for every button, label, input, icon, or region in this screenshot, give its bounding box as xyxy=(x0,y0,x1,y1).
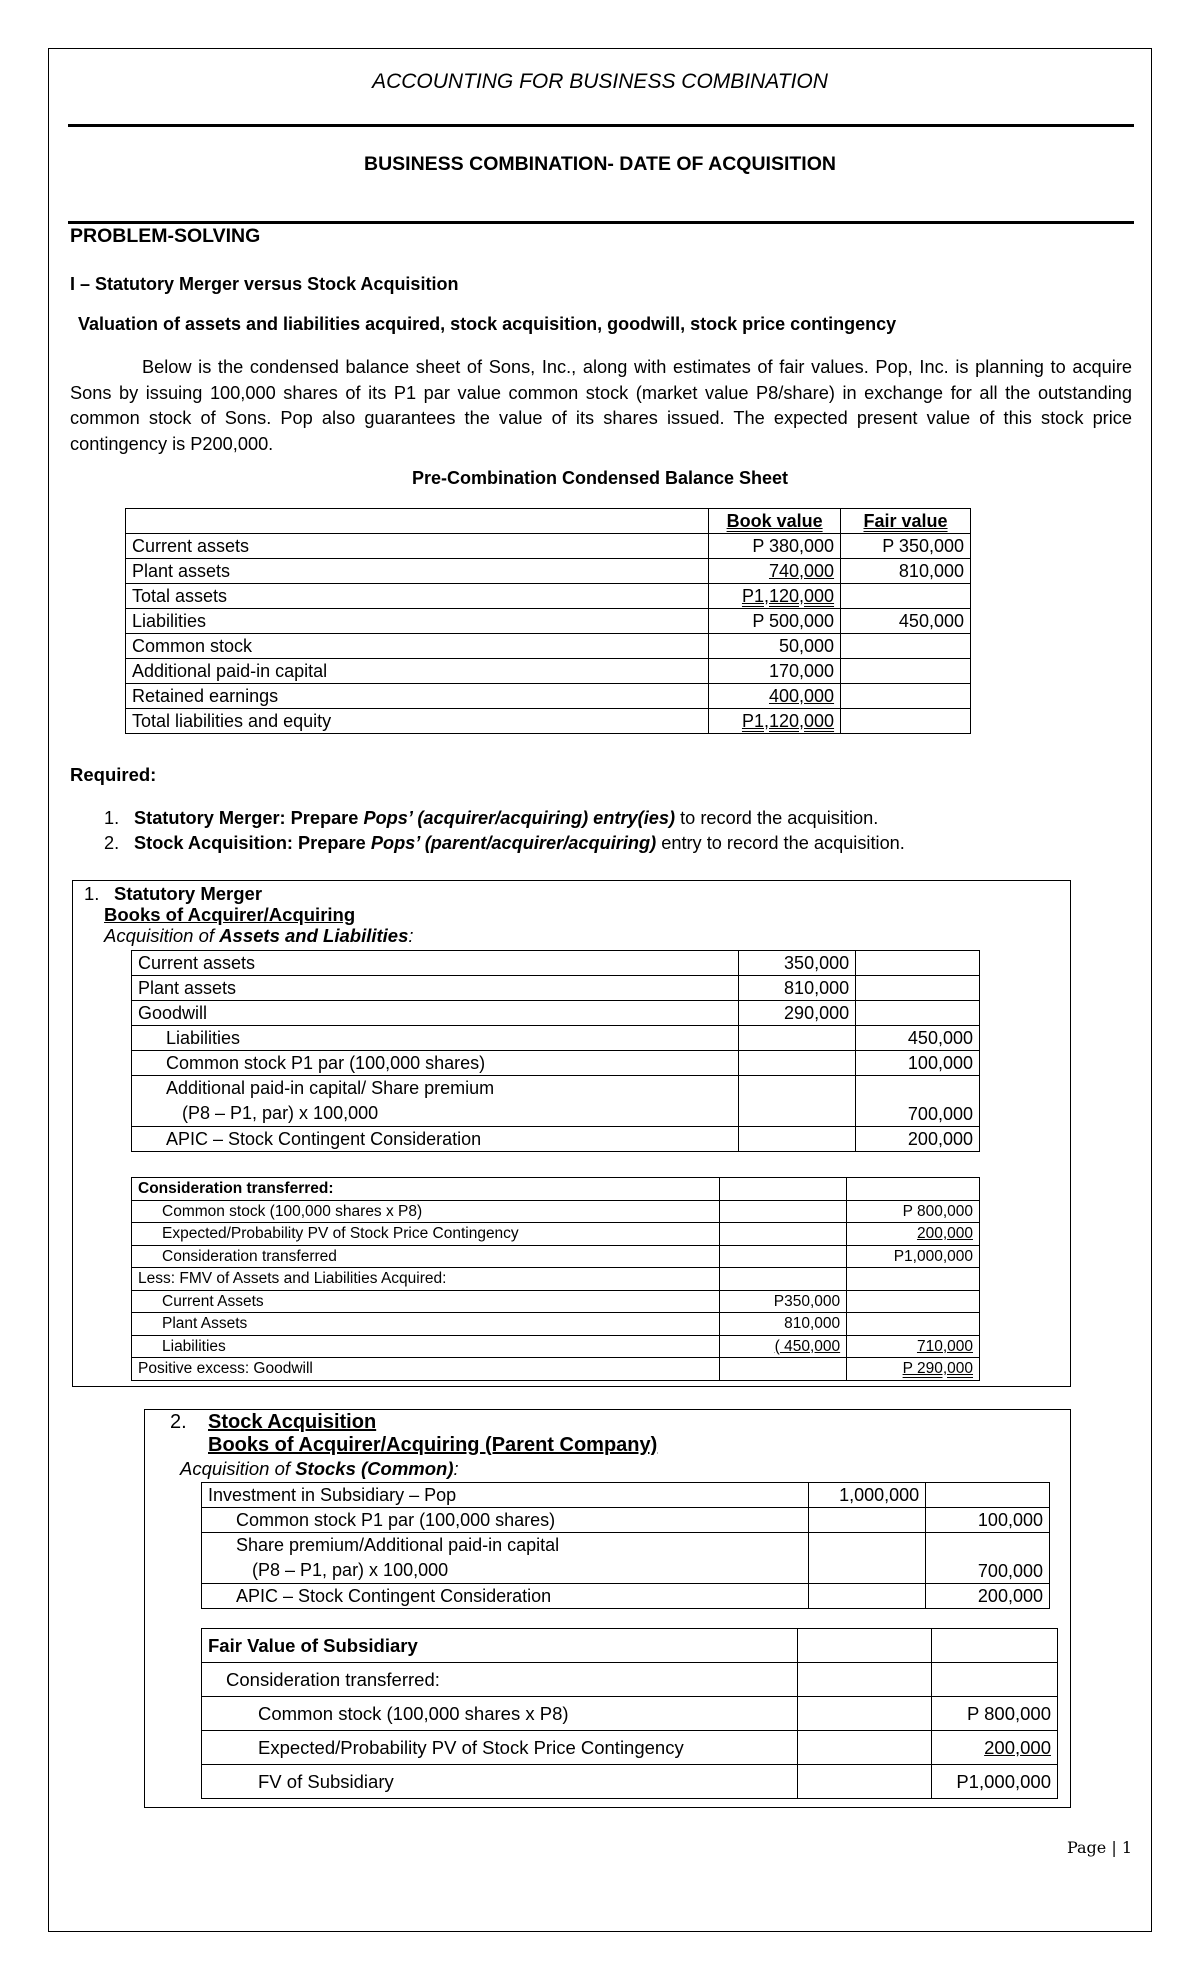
required-item: 1. Statutory Merger: Prepare Pops’ (acquirer/acquiring) entry(ies) to record the acquisition. xyxy=(104,808,879,828)
header-rule xyxy=(68,124,1134,127)
table-row: Goodwill 290,000 xyxy=(132,1001,980,1026)
fair-value: 450,000 xyxy=(841,609,971,634)
book-value: 740,000 xyxy=(768,561,835,581)
book-value: P1,120,000 xyxy=(741,711,835,731)
table-header-row xyxy=(126,509,971,534)
table-row: Plant Assets 810,000 xyxy=(132,1313,980,1336)
fair-value xyxy=(841,684,971,709)
table-row: APIC – Stock Contingent Consideration 200,000 xyxy=(202,1584,1050,1609)
table-row: Consideration transferred P1,000,000 xyxy=(132,1245,980,1268)
fair-value xyxy=(841,659,971,684)
table-row: Share premium/Additional paid-in capital (P8 – P1, par) x 100,000 700,000 xyxy=(202,1533,1050,1584)
section-heading: PROBLEM-SOLVING xyxy=(70,225,261,247)
table-row xyxy=(126,709,971,734)
row-label: Plant assets xyxy=(126,559,709,584)
fair-value-of-subsidiary-table xyxy=(201,1628,1058,1799)
table-row xyxy=(126,634,971,659)
table-row xyxy=(126,659,971,684)
table-row: Common stock P1 par (100,000 shares) 100,000 xyxy=(132,1051,980,1076)
balance-sheet-title: Pre-Combination Condensed Balance Sheet xyxy=(411,468,789,488)
table-row: FV of Subsidiary P1,000,000 xyxy=(202,1765,1058,1799)
row-label: Liabilities xyxy=(126,609,709,634)
merger-consideration-table xyxy=(131,1177,980,1381)
table-row: Positive excess: Goodwill P 290,000 xyxy=(132,1358,980,1381)
required-label: Required: xyxy=(70,764,157,785)
problem-paragraph: Below is the condensed balance sheet of Sons, Inc., along with estimates of fair values. Pop, Inc. is planning to acquire Sons by issuing 100,000 shares of its P1 par value common stock (market value P8/share) in exchange for all the outstanding common stock of Sons. Pop also guarantees the value of its shares issued. The expected present value of this stock price contingency is P200,000. xyxy=(70,357,1132,454)
table-row: Expected/Probability PV of Stock Price Contingency 200,000 xyxy=(132,1223,980,1246)
merger-acquisition-line: Acquisition of Assets and Liabilities: xyxy=(104,925,414,946)
table-row: Liabilities ( 450,000 710,000 xyxy=(132,1335,980,1358)
row-label: Total liabilities and equity xyxy=(126,709,709,734)
table-row: Current assets 350,000 xyxy=(132,951,980,976)
balance-sheet-table xyxy=(125,508,971,734)
fair-value xyxy=(841,709,971,734)
stock-acq-books-heading: Books of Acquirer/Acquiring (Parent Company) xyxy=(208,1434,658,1456)
book-value: 170,000 xyxy=(709,659,841,684)
book-value: P 380,000 xyxy=(709,534,841,559)
fair-value xyxy=(841,634,971,659)
fair-value: P 350,000 xyxy=(841,534,971,559)
table-row: Common stock P1 par (100,000 shares) 100,000 xyxy=(202,1508,1050,1533)
row-label: Retained earnings xyxy=(126,684,709,709)
problem-heading: I – Statutory Merger versus Stock Acquisition xyxy=(70,274,459,294)
row-label: Common stock xyxy=(126,634,709,659)
row-label: Current assets xyxy=(126,534,709,559)
book-value: 400,000 xyxy=(768,686,835,706)
required-list xyxy=(104,806,905,856)
table-row: Common stock (100,000 shares x P8) P 800,000 xyxy=(202,1697,1058,1731)
table-row: Expected/Probability PV of Stock Price Contingency 200,000 xyxy=(202,1731,1058,1765)
table-row xyxy=(126,584,971,609)
fair-value: 810,000 xyxy=(841,559,971,584)
fair-value-header: Fair value xyxy=(841,509,971,534)
page-number: Page | 1 xyxy=(1066,1838,1132,1857)
table-row: Common stock (100,000 shares x P8) P 800,000 xyxy=(132,1200,980,1223)
merger-journal-entry xyxy=(131,950,980,1152)
row-label: Total assets xyxy=(126,584,709,609)
required-item: 2. Stock Acquisition: Prepare Pops’ (parent/acquirer/acquiring) entry to record the acquisition. xyxy=(104,833,905,853)
merger-heading: 1. Statutory Merger xyxy=(84,883,263,904)
book-value: P1,120,000 xyxy=(741,586,835,606)
book-value: 50,000 xyxy=(709,634,841,659)
title-rule xyxy=(68,221,1134,224)
book-value: P 500,000 xyxy=(709,609,841,634)
table-row xyxy=(126,609,971,634)
fair-value xyxy=(841,584,971,609)
row-label: Additional paid-in capital xyxy=(126,659,709,684)
problem-subheading: Valuation of assets and liabilities acquired, stock acquisition, goodwill, stock price contingency xyxy=(78,314,897,334)
table-row xyxy=(126,534,971,559)
table-row: Consideration transferred: xyxy=(132,1178,980,1201)
merger-books-heading: Books of Acquirer/Acquiring xyxy=(104,904,356,925)
stock-acq-journal-entry xyxy=(201,1482,1050,1609)
table-row xyxy=(126,684,971,709)
table-row xyxy=(126,559,971,584)
table-row: Additional paid-in capital/ Share premium (P8 – P1, par) x 100,000 700,000 xyxy=(132,1076,980,1127)
table-row: Investment in Subsidiary – Pop 1,000,000 xyxy=(202,1483,1050,1508)
table-row: Consideration transferred: xyxy=(202,1663,1058,1697)
stock-acq-heading: 2. Stock Acquisition xyxy=(170,1411,377,1433)
table-row: Fair Value of Subsidiary xyxy=(202,1629,1058,1663)
table-row: APIC – Stock Contingent Consideration 200,000 xyxy=(132,1127,980,1152)
book-value-header: Book value xyxy=(709,509,841,534)
table-row: Current Assets P350,000 xyxy=(132,1290,980,1313)
stock-acq-acquisition-line: Acquisition of Stocks (Common): xyxy=(180,1458,459,1479)
table-row: Liabilities 450,000 xyxy=(132,1026,980,1051)
table-row: Plant assets 810,000 xyxy=(132,976,980,1001)
header-title: ACCOUNTING FOR BUSINESS COMBINATION xyxy=(372,70,828,93)
table-row: Less: FMV of Assets and Liabilities Acquired: xyxy=(132,1268,980,1291)
document-title: BUSINESS COMBINATION- DATE OF ACQUISITION xyxy=(364,153,836,175)
